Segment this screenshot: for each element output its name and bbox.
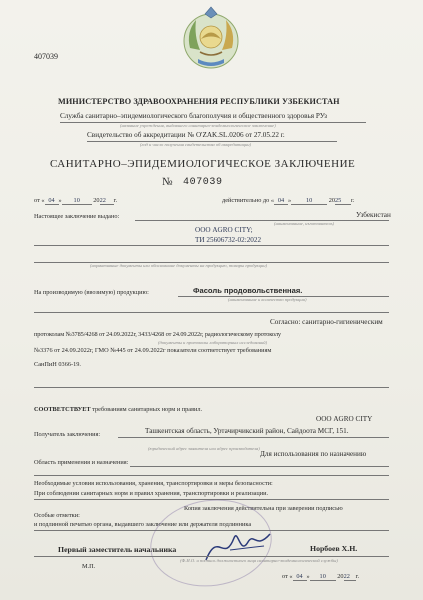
valid-until-date: действительно до « 04 » 10 2025 г. — [222, 197, 355, 204]
technical-conditions: ТИ 25606732-02:2022 — [195, 236, 262, 244]
special-notes-value: и подлинной печатью органа, выдавшего заключение или держателя подлинника — [34, 521, 252, 528]
protocol-caption: (документы и протоколы лабораторных исследований) — [158, 340, 268, 345]
issued-label: Настоящее заключение выдано: — [34, 213, 120, 220]
document-number: 407039 — [183, 177, 223, 188]
production-label: На производимую (ввозимую) продукцию: — [34, 289, 149, 296]
conditions-value: При соблюдении санитарных норм и правил хранения, транспортировки и реализации. — [34, 490, 269, 497]
protocol-line-2: №3376 от 24.09.2022г, ГМО №445 от 24.09.2022г показатели соответствует требованиям — [34, 347, 272, 354]
signature-date: от « 04 » 10 2022 г. — [282, 573, 360, 580]
norm-docs-caption: (нормативные документы или обоснование документы на продукцию, товары продукции) — [90, 263, 268, 268]
issue-date: от « 04 » 10 2022 г. — [34, 197, 118, 204]
document-title: САНИТАРНО–ЭПИДЕМИОЛОГИЧЕСКОЕ ЗАКЛЮЧЕНИЕ — [50, 158, 356, 170]
company-name: ООО AGRO CITY; — [195, 226, 253, 234]
scope-label: Область применения и назначения: — [34, 459, 129, 466]
service-name: Служба санитарно–эпидемиологического благополучия и общественного здоровья РУз — [60, 112, 328, 120]
protocol-line-3: СанПиН 0366-19. — [34, 361, 81, 368]
service-caption: (название учреждения, выдавшего санитарно-эпидемиологическое заключение) — [120, 123, 276, 128]
issued-caption: (наименование, изготовитель) — [274, 221, 335, 226]
signer-position: Первый заместитель начальника — [58, 545, 177, 554]
protocol-line-1: протоколам №3785/4268 от 24.09.2022г, 3433/4268 от 24.09.2022г, радиологическому протоколу — [34, 331, 281, 338]
signer-name: Норбоев Х.Н. — [310, 544, 358, 553]
special-notes-label: Особые отметки: — [34, 512, 80, 519]
signature-caption: (Ф.И.О. и подпись должностного лица санитарно-эпидемиологической службы) — [180, 558, 338, 563]
copy-validity-note: Копия заключения действительна при заверении подписью — [184, 505, 343, 512]
production-caption: (наименование и количество продукции) — [228, 297, 307, 302]
accreditation-caption: (год и число получения свидетельства об аккредитации) — [140, 142, 252, 147]
number-label: № — [162, 176, 173, 188]
receiver-label: Получатель заключения: — [34, 431, 101, 438]
receiver-caption: (юридический адрес заявителя или адрес производителя) — [148, 446, 260, 451]
receiver-company: ООО AGRO CITY — [316, 415, 373, 423]
state-emblem-icon — [176, 4, 246, 74]
ministry-heading: МИНИСТЕРСТВО ЗДРАВООХРАНЕНИЯ РЕСПУБЛИКИ УЗБЕКИСТАН — [58, 97, 340, 106]
complies-statement: СООТВЕТСТВУЕТ требованиям санитарных норм и правил. — [34, 406, 203, 413]
production-value: Фасоль продовольственная. — [193, 286, 303, 295]
accreditation-text: Свидетельство об аккредитации № O'ZAK.SL.0206 от 27.05.22 г. — [87, 131, 285, 139]
scope-value: Для использования по назначению — [260, 450, 367, 458]
conformity-basis: Согласно: санитарно-гигиеническим — [270, 318, 383, 326]
seal-label: М.П. — [82, 563, 96, 570]
document-serial: 407039 — [34, 52, 58, 61]
receiver-address: Ташкентская область, Уртачирчикский район, Сайдоота МСГ, 151. — [145, 427, 349, 435]
country-value: Узбекистан — [356, 211, 391, 219]
conditions-label: Необходимые условия использования, хранения, транспортировки и меры безопасности: — [34, 480, 273, 487]
